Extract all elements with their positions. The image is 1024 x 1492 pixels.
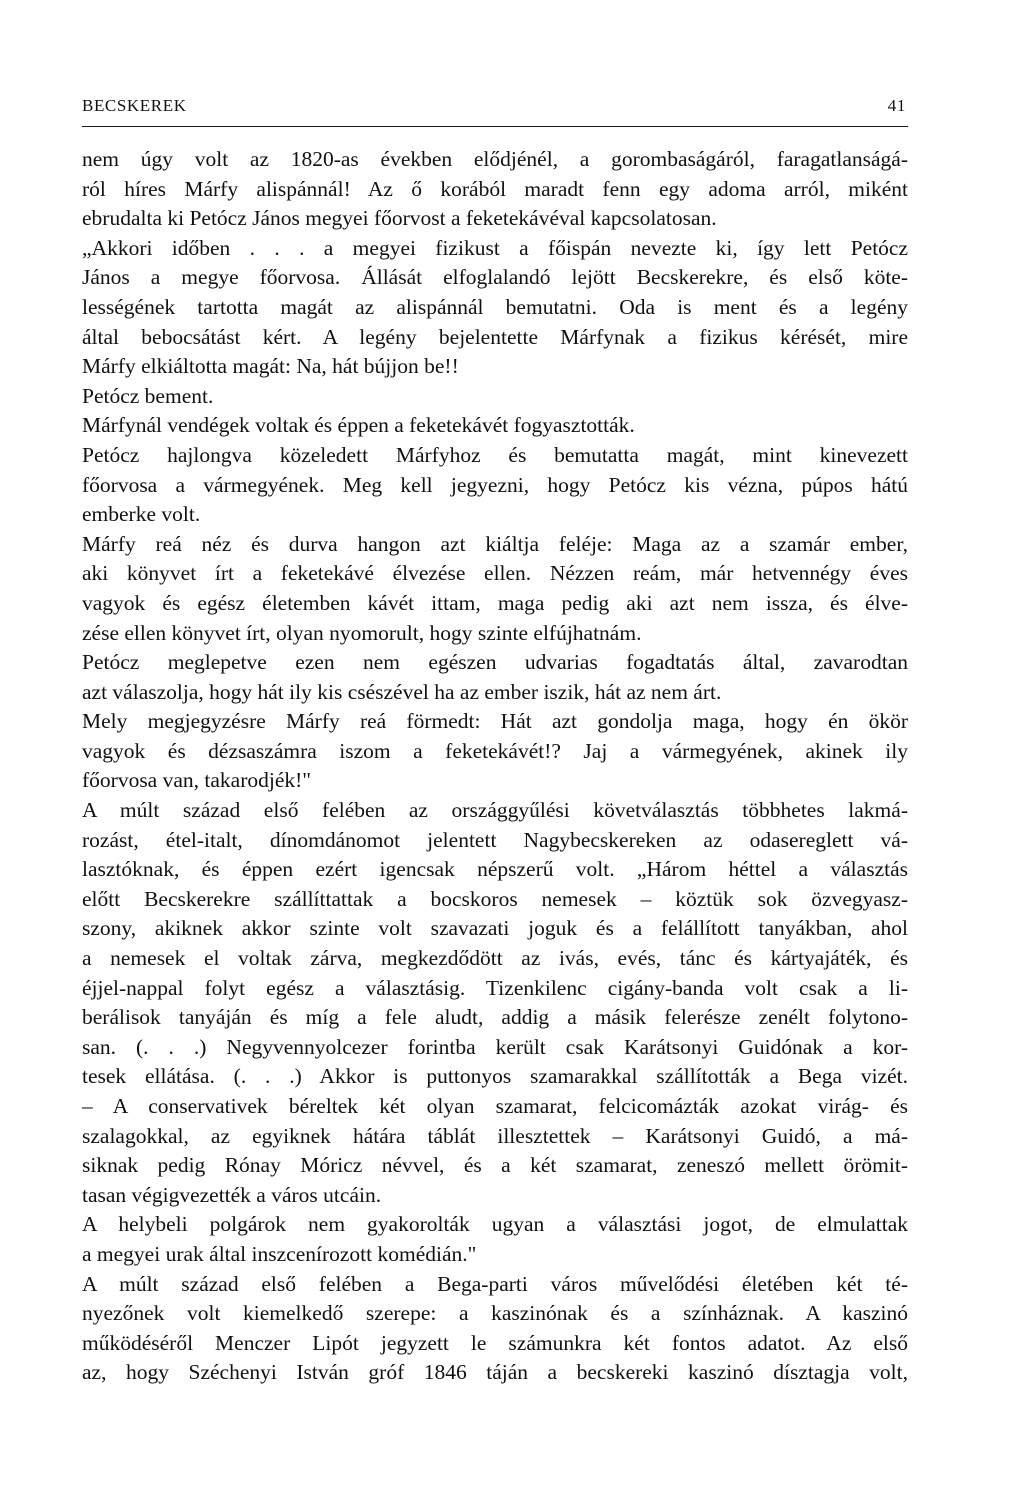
text-line: Márfynál vendégek voltak és éppen a feketekávét fogyasztották. [82,413,635,438]
text-line: Márfy elkiáltotta magát: Na, hát bújjon be!! [82,354,459,379]
text-line: Petócz meglepetve ezen nem egészen udvarias fogadtatás által, zavarodtan [82,650,908,675]
text-line: főorvosa a vármegyének. Meg kell jegyezni, hogy Petócz kis vézna, púpos hátú [82,472,908,497]
running-title: BECSKEREK [82,96,187,115]
text-line: ról híres Márfy alispánnál! Az ő korából maradt fenn egy adoma arról, miként [82,176,908,201]
text-line: emberke volt. [82,502,201,527]
text-line: Márfy reá néz és durva hangon azt kiáltja feléje: Maga az a szamár ember, [82,531,908,556]
text-line: lasztóknak, és éppen ezért igencsak népszerű volt. „Három héttel a választás [82,857,908,882]
text-line: működéséről Menczer Lipót jegyzett le számunkra két fontos adatot. Az első [82,1330,908,1355]
text-line: az, hogy Széchenyi István gróf 1846 táján a becskereki kaszinó dísztagja volt, [82,1360,908,1385]
text-line: a nemesek el voltak zárva, megkezdődött az ivás, evés, tánc és kártyajáték, és [82,946,908,971]
page-number: 41 [887,96,906,115]
text-line: rozást, étel-italt, dínomdánomot jelentett Nagybecskereken az odasereglett vá- [82,827,908,852]
text-line: tasan végigvezették a város utcáin. [82,1182,382,1207]
text-line: előtt Becskerekre szállíttattak a bocskoros nemesek – köztük sok özvegyasz- [82,886,908,911]
text-line: főorvosa van, takarodjék!" [82,768,312,793]
body-text [82,145,908,1388]
text-line: Petócz hajlongva közeledett Márfyhoz és bemutatta magát, mint kinevezett [82,442,908,467]
text-line: berálisok tanyáján és míg a fele aludt, addig a másik felerésze zenélt folytono- [82,1005,908,1030]
text-line: aki könyvet írt a feketekávé élvezése ellen. Nézzen reám, már hetvennégy éves [82,561,908,586]
text-line: „Akkori időben . . . a megyei fizikust a főispán nevezte ki, így lett Petócz [82,235,908,260]
text-line: Mely megjegyzésre Márfy reá förmedt: Hát azt gondolja maga, hogy én ökör [82,709,908,734]
text-line: A helybeli polgárok nem gyakorolták ugyan a választási jogot, de elmulattak [82,1212,908,1237]
text-line: tesek ellátása. (. . .) Akkor is puttonyos szamarakkal szállították a Bega vizét. [82,1064,908,1089]
text-line: azt válaszolja, hogy hát ily kis csészével ha az ember iszik, hát az nem árt. [82,679,722,704]
text-line: ebrudalta ki Petócz János megyei főorvost a feketekávéval kapcsolatosan. [82,206,717,231]
text-line: – A conservativek béreltek két olyan szamarat, felcicomázták azokat virág- és [82,1094,908,1118]
text-line: szony, akiknek akkor szinte volt szavazati joguk és a felállított tanyákban, ahol [82,916,908,941]
text-line: szalagokkal, az egyiknek hátára táblát illesztettek – Karátsonyi Guidó, a má- [82,1123,908,1148]
text-line: vagyok és egész életemben kávét ittam, maga pedig aki azt nem issza, és élve- [82,590,908,615]
text-line: nyezőnek volt kiemelkedő szerepe: a kaszinónak és a színháznak. A kaszinó [82,1301,908,1326]
book-page [82,96,908,1388]
text-line: nem úgy volt az 1820-as években elődjénél, a gorombaságáról, faragatlanságá- [82,147,908,171]
running-head [82,96,908,127]
text-line: éjjel-nappal folyt egész a választásig. Tizenkilenc cigány-banda volt csak a li- [82,975,908,1000]
text-line: san. (. . .) Negyvennyolcezer forintba került csak Karátsonyi Guidónak a kor- [82,1034,908,1059]
text-line: A múlt század első felében a Bega-parti város művelődési életében két té- [82,1271,908,1296]
text-line: Petócz bement. [82,383,214,408]
text-line: vagyok és dézsaszámra iszom a feketekávét!? Jaj a vármegyének, akinek ily [82,738,908,763]
text-line: zése ellen könyvet írt, olyan nyomorult, hogy szinte elfújhatnám. [82,620,642,645]
text-line: által bebocsátást kért. A legény bejelentette Márfynak a fizikus kérését, mire [82,324,908,349]
text-line: siknak pedig Rónay Móricz névvel, és a két szamarat, zeneszó mellett örömit- [82,1153,908,1178]
text-line: lességének tartotta magát az alispánnál bemutatni. Oda is ment és a legény [82,294,908,319]
text-line: A múlt század első felében az országgyűlési követválasztás többhetes lakmá- [82,798,908,823]
text-line: a megyei urak által inszcenírozott komédián." [82,1241,477,1266]
text-line: János a megye főorvosa. Állását elfoglalandó lejött Becskerekre, és első köte- [82,265,908,290]
